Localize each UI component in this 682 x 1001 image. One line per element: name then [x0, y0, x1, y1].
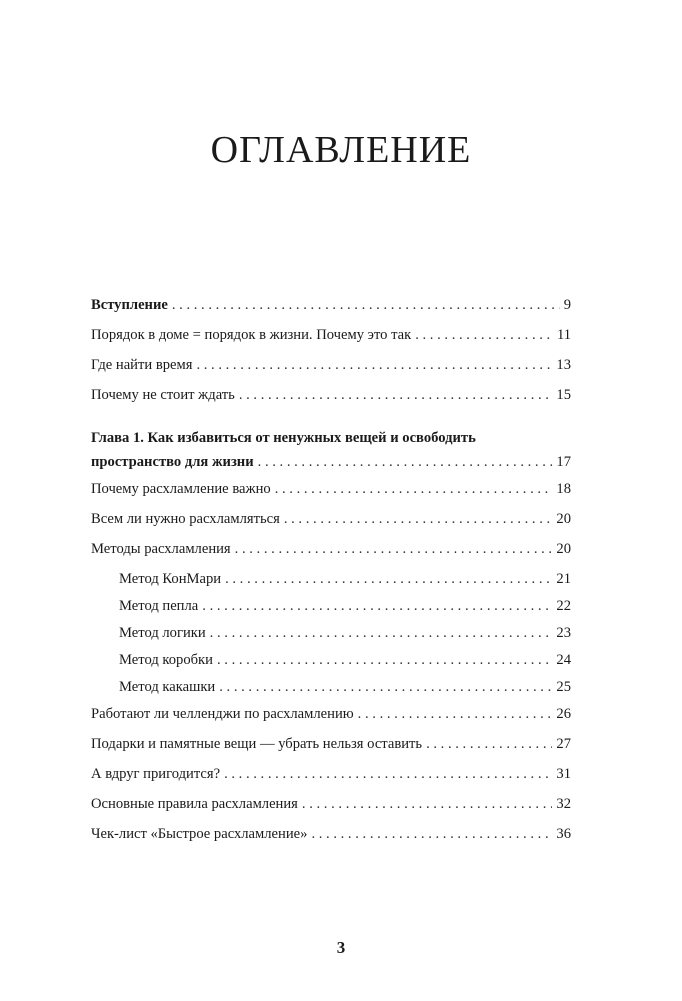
- dot-leader: [284, 508, 553, 530]
- toc-entry-page: 36: [556, 826, 571, 842]
- toc-entry[interactable]: [91, 823, 571, 845]
- dot-leader: [225, 568, 552, 590]
- toc-entry[interactable]: [91, 703, 571, 725]
- toc-entry[interactable]: [91, 793, 571, 815]
- dot-leader: [426, 733, 552, 755]
- toc-entry-label: пространство для жизни: [91, 454, 254, 470]
- toc-entry-label: Почему не стоит ждать: [91, 387, 235, 403]
- toc-subentry[interactable]: [119, 568, 571, 590]
- toc-subentry[interactable]: [119, 622, 571, 644]
- dot-leader: [275, 478, 553, 500]
- toc-entry-label: Где найти время: [91, 357, 193, 373]
- dot-leader: [311, 823, 552, 845]
- toc-entry-label: Вступление: [91, 297, 168, 313]
- dot-leader: [302, 793, 553, 815]
- toc-entry-label: Методы расхламления: [91, 541, 231, 557]
- toc-entry-page: 23: [556, 625, 571, 641]
- toc-entry-label: Всем ли нужно расхламляться: [91, 511, 280, 527]
- toc-entry-page: 11: [556, 327, 571, 343]
- toc-entry-page: 20: [556, 511, 571, 527]
- table-of-contents: [91, 0, 571, 1001]
- toc-entry[interactable]: [91, 508, 571, 530]
- toc-entry-intro[interactable]: [91, 294, 571, 316]
- toc-entry-label: Метод логики: [119, 625, 206, 641]
- toc-entry-page: 24: [556, 652, 571, 668]
- dot-leader: [235, 538, 553, 560]
- toc-entry[interactable]: [91, 538, 571, 560]
- toc-entry-label: Метод КонМари: [119, 571, 222, 587]
- toc-entry[interactable]: [91, 384, 571, 406]
- toc-entry-page: 31: [556, 766, 571, 782]
- toc-entry[interactable]: [91, 354, 571, 376]
- toc-entry-label: Основные правила расхламления: [91, 796, 298, 812]
- page-number: 3: [336, 938, 346, 957]
- toc-chapter-title[interactable]: Глава 1. Как избавиться от ненужных вещей и освободить: [91, 430, 476, 446]
- toc-entry-page: 21: [556, 571, 571, 587]
- dot-leader: [224, 763, 552, 785]
- toc-entry-page: 22: [556, 598, 571, 614]
- dot-leader: [415, 324, 553, 346]
- toc-entry-label: Метод пепла: [119, 598, 199, 614]
- dot-leader: [217, 649, 552, 671]
- dot-leader: [196, 354, 552, 376]
- dot-leader: [172, 294, 560, 316]
- toc-entry-page: 15: [556, 387, 571, 403]
- toc-entry-page: 27: [556, 736, 571, 752]
- toc-entry-label: Метод коробки: [119, 652, 213, 668]
- dot-leader: [202, 595, 552, 617]
- toc-entry-label: Порядок в доме = порядок в жизни. Почему это так: [91, 327, 412, 343]
- toc-entry-page: 13: [556, 357, 571, 373]
- dot-leader: [210, 622, 553, 644]
- toc-entry-label: Работают ли челленджи по расхламлению: [91, 706, 354, 722]
- dot-leader: [258, 451, 553, 473]
- page-title: ОГЛАВЛЕНИЕ: [210, 129, 472, 171]
- toc-entry-label: А вдруг пригодится?: [91, 766, 221, 782]
- toc-entry-label: Метод какашки: [119, 679, 216, 695]
- toc-entry-label: Подарки и памятные вещи — убрать нельзя оставить: [91, 736, 423, 752]
- toc-entry[interactable]: [91, 733, 571, 755]
- toc-entry-page: 25: [556, 679, 571, 695]
- toc-entry-page: 17: [556, 454, 571, 470]
- toc-entry-chapter-1[interactable]: [91, 451, 571, 473]
- toc-subentry[interactable]: [119, 649, 571, 671]
- toc-entry-label: Чек-лист «Быстрое расхламление»: [91, 826, 308, 842]
- toc-subentry[interactable]: [119, 676, 571, 698]
- toc-entry-page: 9: [563, 297, 571, 313]
- toc-entry-page: 26: [556, 706, 571, 722]
- toc-entry-page: 18: [556, 481, 571, 497]
- toc-entry[interactable]: [91, 324, 571, 346]
- dot-leader: [219, 676, 552, 698]
- toc-entry[interactable]: [91, 478, 571, 500]
- toc-subentry[interactable]: [119, 595, 571, 617]
- toc-entry-page: 20: [556, 541, 571, 557]
- dot-leader: [358, 703, 553, 725]
- toc-entry-page: 32: [556, 796, 571, 812]
- dot-leader: [239, 384, 553, 406]
- toc-entry-label: Почему расхламление важно: [91, 481, 271, 497]
- toc-entry[interactable]: [91, 763, 571, 785]
